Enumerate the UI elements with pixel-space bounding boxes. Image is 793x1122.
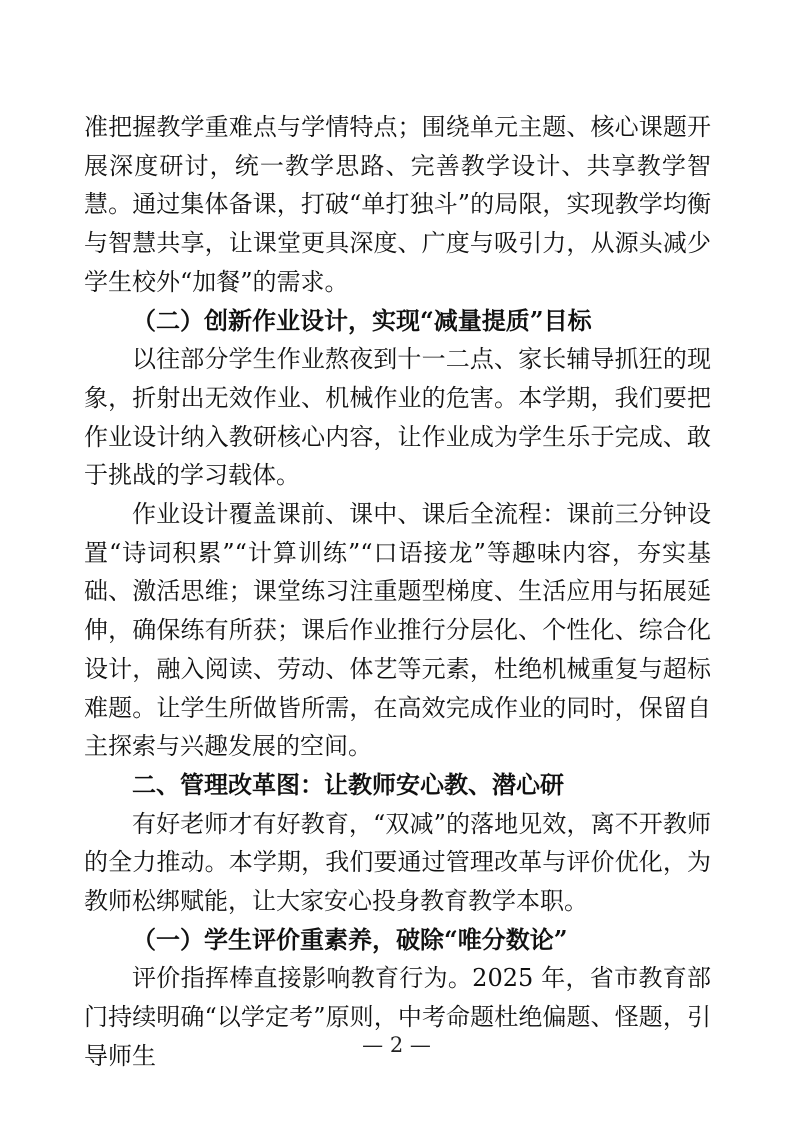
paragraph: 评价指挥棒直接影响教育行为。2025 年，省市教育部门持续明确“以学定考”原则，中考命题杜绝偏题、怪题，引导师生	[84, 964, 711, 1070]
paragraph: 有好老师才有好教育，“双减”的落地见效，离不开教师的全力推动。本学期，我们要通过管理改革与评价优化，为教师松绑赋能，让大家安心投身教育教学本职。	[84, 809, 711, 916]
page-number: — 2 —	[362, 1033, 431, 1057]
document-body	[84, 108, 711, 1076]
paragraph-carryover: 准把握教学重难点与学情特点；围绕单元主题、核心课题开展深度研讨，统一教学思路、完善教学设计、共享教学智慧。通过集体备课，打破“单打独斗”的局限，实现教学均衡与智慧共享，让课堂更具深度、广度与吸引力，从源头减少学生校外“加餐”的需求。	[84, 113, 711, 296]
paragraph: 作业设计覆盖课前、课中、课后全流程：课前三分钟设置“诗词积累”“计算训练”“口语接龙”等趣味内容，夯实基础、激活思维；课堂练习注重题型梯度、生活应用与拓展延伸，确保练有所获；课后作业推行分层化、个性化、综合化设计，融入阅读、劳动、体艺等元素，杜绝机械重复与超标难题。让学生所做皆所需，在高效完成作业的同时，保留自主探索与兴趣发展的空间。	[84, 500, 711, 761]
subsection-heading-2: （二）创新作业设计，实现“减量提质”目标	[132, 305, 592, 335]
page-footer	[0, 1030, 793, 1060]
paragraph: 以往部分学生作业熬夜到十一二点、家长辅导抓狂的现象，折射出无效作业、机械作业的危害。本学期，我们要把作业设计纳入教研核心内容，让作业成为学生乐于完成、敢于挑战的学习载体。	[84, 345, 711, 490]
subsection-heading-1: （一）学生评价重素养，破除“唯分数论”	[132, 924, 568, 954]
section-heading-management-reform: 二、管理改革图：让教师安心教、潜心研	[132, 770, 564, 799]
